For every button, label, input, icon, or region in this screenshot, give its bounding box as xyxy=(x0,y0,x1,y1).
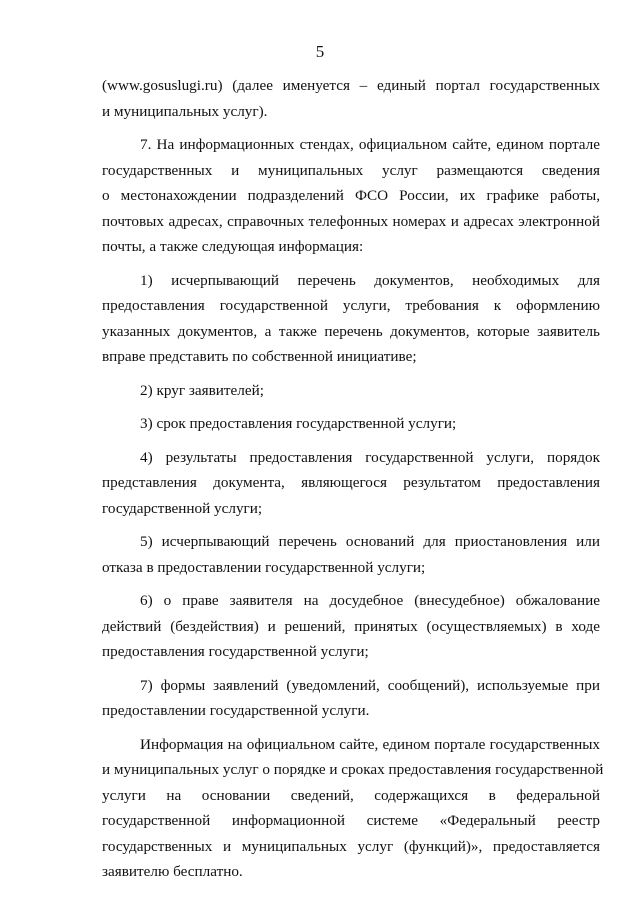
paragraph xyxy=(102,673,600,724)
page-number: 5 xyxy=(315,42,325,61)
text-line: отказа в предоставлении государственной услуги; xyxy=(102,558,426,576)
text-line: и муниципальных услуг). xyxy=(102,102,268,120)
text-line: вправе представить по собственной инициативе; xyxy=(102,348,417,365)
paragraph xyxy=(102,378,600,404)
text-line: Информация на официальном сайте, едином портале государственных xyxy=(140,735,600,753)
text-line: о местонахождении подразделений ФСО России, их графике работы, xyxy=(102,187,600,204)
paragraph xyxy=(102,132,600,260)
text-line: и муниципальных услуг о порядке и сроках предоставления государственной xyxy=(102,761,604,778)
text-line: действий (бездействия) и решений, принятых (осуществляемых) в ходе xyxy=(102,617,600,635)
text-line: представления документа, являющегося результатом предоставления xyxy=(102,474,600,491)
paragraph xyxy=(102,411,600,437)
text-line: 7. На информационных стендах, официальном сайте, едином портале xyxy=(140,136,600,153)
text-line: заявителю бесплатно. xyxy=(102,863,243,880)
text-line: почты, а также следующая информация: xyxy=(102,238,364,255)
text-line: предоставления государственной услуги; xyxy=(102,643,369,660)
text-line: (www.gosuslugi.ru) (далее именуется – единый портал государственных xyxy=(102,77,600,94)
text-line: 3) срок предоставления государственной услуги; xyxy=(140,415,457,432)
paragraph xyxy=(102,73,600,124)
text-line: государственных и муниципальных услуг (функций)», предоставляется xyxy=(102,837,600,855)
text-line: 2) круг заявителей; xyxy=(140,381,264,399)
paragraph xyxy=(102,445,600,522)
text-line: указанных документов, а также перечень документов, которые заявитель xyxy=(102,322,600,340)
text-line: услуги на основании сведений, содержащихся в федеральной xyxy=(102,786,600,804)
text-line: 6) о праве заявителя на досудебное (внесудебное) обжалование xyxy=(140,592,600,609)
text-line: предоставления государственной услуги, требования к оформлению xyxy=(102,297,600,314)
document-body xyxy=(102,73,604,885)
paragraph xyxy=(102,529,600,580)
text-line: 4) результаты предоставления государственной услуги, порядок xyxy=(140,448,600,466)
paragraph xyxy=(102,588,600,665)
paragraph xyxy=(102,268,600,370)
text-line: 1) исчерпывающий перечень документов, необходимых для xyxy=(140,271,600,289)
paragraph xyxy=(102,732,604,885)
text-line: государственных и муниципальных услуг размещаются сведения xyxy=(102,161,600,179)
text-line: государственной услуги; xyxy=(102,499,263,517)
text-line: предоставлении государственной услуги. xyxy=(102,702,370,719)
text-line: государственной информационной системе «Федеральный реестр xyxy=(102,812,600,829)
text-line: 5) исчерпывающий перечень оснований для приостановления или xyxy=(140,533,600,550)
text-line: почтовых адресах, справочных телефонных номерах и адресах электронной xyxy=(102,212,600,230)
text-line: 7) формы заявлений (уведомлений, сообщений), используемые при xyxy=(140,676,600,694)
